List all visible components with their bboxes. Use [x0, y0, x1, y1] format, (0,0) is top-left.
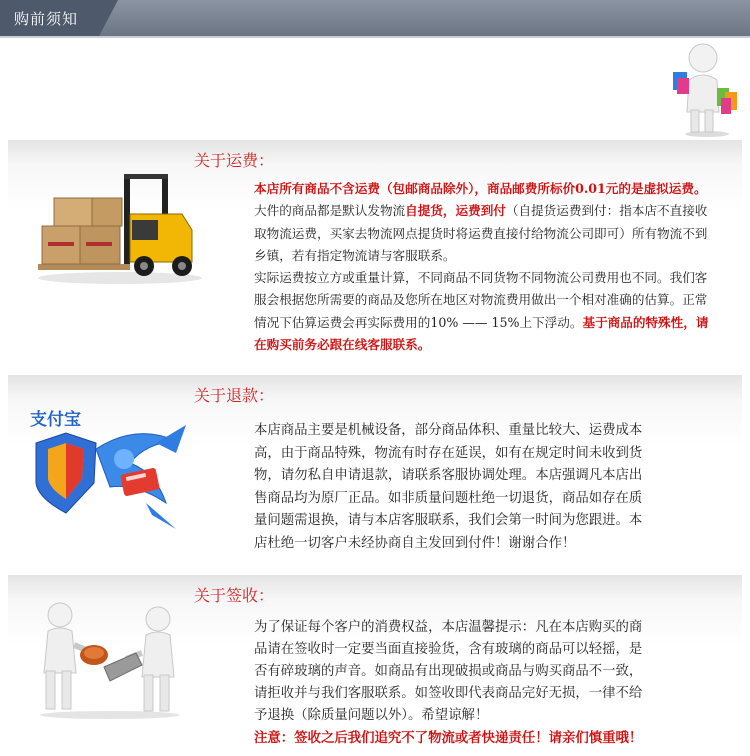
shipping-line-5: 实际运费按立方或重量计算，不同商品不同货物不同物流公司费用也不同。我们客 — [254, 270, 708, 286]
shopper-figure-icon — [665, 40, 750, 138]
refund-line-3: 物，请勿私自申请退款，请联系客服协调处理。本店强调凡本店出 — [254, 468, 643, 484]
refund-line-4: 售商品均为原厂正品。如非质量问题杜绝一切退货，商品如存在质 — [254, 490, 643, 506]
receipt-notice: 注意：签收之后我们追究不了物流或者快递责任！请亲们慎重哦！ — [254, 730, 643, 746]
shipping-text: 情况下估算运费会再实际费用的10% —— 15%上下浮动。 — [254, 314, 583, 330]
refund-line-2: 高，由于商品特殊，物流有时存在延误，如有在规定时间未收到货 — [254, 445, 643, 461]
refund-line-6: 店杜绝一切客户未经协商自主发回到付件！谢谢合作！ — [254, 535, 576, 551]
refund-section — [8, 375, 742, 565]
refund-line-1: 本店商品主要是机械设备，部分商品体积、重量比较大、运费成本 — [254, 423, 643, 438]
shipping-line-6: 服会根据您所需要的商品及您所在地区对物流费用做出一个相对准确的估算。正常 — [254, 292, 708, 308]
refund-title: 关于退款： — [194, 386, 275, 405]
receipt-line-5: 予退换（除质量问题以外）。希望谅解！ — [254, 708, 489, 723]
receipt-title: 关于签收： — [194, 586, 275, 605]
refund-line-5: 量问题需退换，请与本店客服联系，我们会第一时间为您跟进。本 — [254, 513, 643, 529]
receipt-line-4: 请拒收并与我们客服联系。如签收即代表商品完好无损，一律不给 — [254, 686, 643, 701]
forklift-icon — [32, 168, 208, 286]
shipping-line-3: 取物流运费，买家去物流网点提货时将运费直接付给物流公司即可）所有物流不到 — [254, 225, 708, 241]
shipping-line-2 — [254, 200, 716, 222]
shipping-title: 关于运费： — [194, 151, 275, 170]
refund-body — [254, 420, 716, 556]
receipt-body — [254, 617, 716, 749]
alipay-logo-text: 支付宝 — [30, 410, 81, 430]
header-divider — [0, 36, 750, 38]
shipping-highlight: 基于商品的特殊性，请 — [582, 314, 709, 330]
shipping-line-1: 本店所有商品不含运费（包邮商品除外），商品邮费所标价0.01元的是虚拟运费。 — [254, 181, 707, 196]
page-title: 购前须知 — [14, 10, 79, 28]
shipping-text: 大件的商品都是默认发物流 — [254, 203, 406, 219]
receipt-line-1: 为了保证每个客户的消费权益，本店温馨提示：凡在本店购买的商 — [254, 620, 643, 635]
shipping-highlight: 自提货，运费到付 — [405, 203, 506, 219]
package-handover-icon — [30, 593, 190, 721]
receipt-line-3: 否有碎玻璃的声音。如商品有出现破损或商品与购买商品不一致， — [254, 664, 643, 679]
shipping-body — [254, 178, 716, 356]
shipping-section — [8, 140, 742, 365]
shipping-line-7 — [254, 312, 716, 334]
receipt-line-2: 品请在签收时一定要当面直接验货，含有玻璃的商品可以轻摇，是 — [254, 642, 643, 657]
shipping-text: （自提货运费到付：指本店不直接收 — [505, 203, 708, 219]
shipping-line-4: 乡镇，若有指定物流请与客服联系。 — [254, 247, 456, 263]
shipping-line-8: 在购买前务必跟在线客服联系。 — [254, 337, 431, 353]
receipt-section — [8, 575, 742, 756]
alipay-shield-icon — [26, 403, 202, 548]
